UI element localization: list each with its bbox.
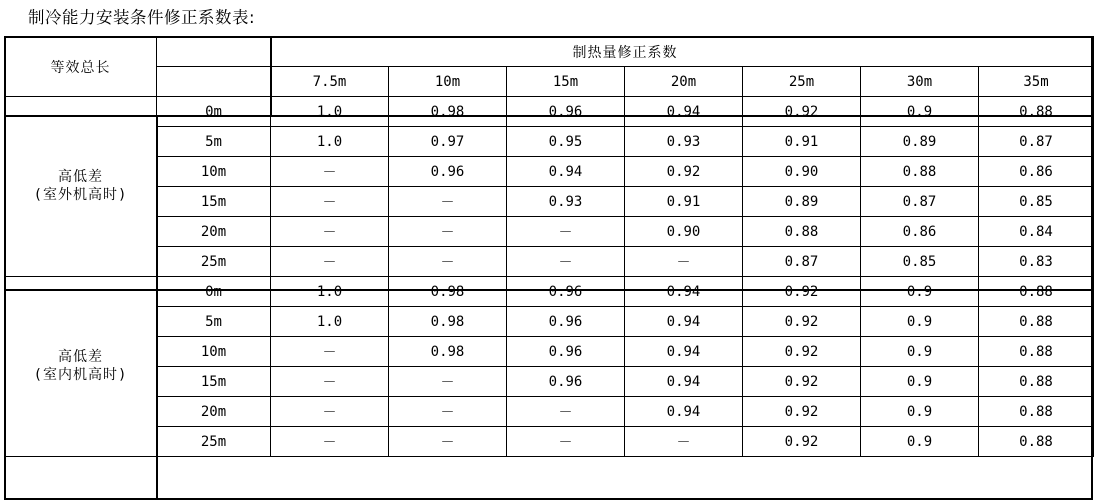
cell-value: 0.89	[861, 127, 979, 157]
row-header-10m: 10m	[157, 157, 271, 187]
cell-value: 0.92	[743, 277, 861, 307]
cell-value: 0.85	[979, 187, 1094, 217]
row-header-5m: 5m	[157, 127, 271, 157]
table-row	[5, 97, 1094, 127]
cell-value: －	[271, 217, 389, 247]
cell-value: 0.9	[861, 277, 979, 307]
cell-value: 0.96	[507, 367, 625, 397]
cell-value: －	[271, 157, 389, 187]
cell-value: 0.9	[861, 97, 979, 127]
cell-value: 0.92	[743, 97, 861, 127]
cell-value: 0.88	[979, 427, 1094, 457]
cell-value: 0.87	[743, 247, 861, 277]
cell-value: 0.98	[389, 277, 507, 307]
cell-value: －	[625, 427, 743, 457]
cell-value: －	[389, 217, 507, 247]
cell-value: －	[389, 427, 507, 457]
cell-value: 1.0	[271, 277, 389, 307]
row-header-10m: 10m	[157, 337, 271, 367]
cell-value: 0.9	[861, 307, 979, 337]
cell-value: 0.96	[507, 97, 625, 127]
row-header-15m: 15m	[157, 367, 271, 397]
header-equivalent-length: 等效总长	[5, 37, 157, 97]
table-row	[5, 277, 1094, 307]
cell-value: 0.88	[979, 397, 1094, 427]
cell-value: 0.9	[861, 397, 979, 427]
row-header-15m: 15m	[157, 187, 271, 217]
cell-value: 0.88	[743, 217, 861, 247]
cell-value: －	[507, 247, 625, 277]
cell-value: 0.94	[625, 307, 743, 337]
cell-value: 0.90	[743, 157, 861, 187]
header-length-15m: 15m	[507, 67, 625, 97]
section-label-line2: (室内机高时)	[33, 366, 128, 383]
table-row	[5, 427, 1094, 457]
cell-value: 0.88	[979, 337, 1094, 367]
cell-value: 0.95	[507, 127, 625, 157]
cell-value: 1.0	[271, 307, 389, 337]
table-section-separator	[4, 289, 1093, 291]
cell-value: －	[271, 187, 389, 217]
cell-value: 0.87	[861, 187, 979, 217]
row-header-25m: 25m	[157, 247, 271, 277]
header-length-30m: 30m	[861, 67, 979, 97]
cell-value: 0.9	[861, 367, 979, 397]
cell-value: 0.9	[861, 427, 979, 457]
cell-value: －	[271, 247, 389, 277]
cell-value: 0.92	[743, 337, 861, 367]
table-caption: 制冷能力安装条件修正系数表:	[28, 8, 256, 27]
cell-value: －	[271, 427, 389, 457]
cell-value: 1.0	[271, 127, 389, 157]
section-label-line1: 高低差	[58, 349, 103, 365]
cell-value: 0.87	[979, 127, 1094, 157]
table-header-row-group	[5, 37, 1094, 67]
table-row	[5, 217, 1094, 247]
cell-value: －	[389, 247, 507, 277]
cell-value: 0.92	[743, 367, 861, 397]
table-row	[5, 157, 1094, 187]
table-row-label-separator	[156, 115, 158, 500]
cell-value: 0.88	[861, 157, 979, 187]
cell-value: 0.96	[507, 277, 625, 307]
cell-value: 0.88	[979, 367, 1094, 397]
table-row	[5, 337, 1094, 367]
cell-value: 0.88	[979, 277, 1094, 307]
header-length-35m: 35m	[979, 67, 1094, 97]
header-length-20m: 20m	[625, 67, 743, 97]
cell-value: 0.88	[979, 97, 1094, 127]
cell-value: 0.86	[979, 157, 1094, 187]
cell-value: －	[271, 397, 389, 427]
cell-value: －	[507, 217, 625, 247]
cell-value: 0.98	[389, 337, 507, 367]
cell-value: 0.94	[625, 367, 743, 397]
table-row	[5, 127, 1094, 157]
cell-value: 0.96	[507, 307, 625, 337]
header-heating-correction-group: 制热量修正系数	[157, 37, 1094, 67]
cell-value: －	[389, 397, 507, 427]
table-row	[5, 397, 1094, 427]
row-header-20m: 20m	[157, 217, 271, 247]
row-header-20m: 20m	[157, 397, 271, 427]
table-row	[5, 367, 1094, 397]
header-length-blank	[157, 67, 271, 97]
table-header-col-separator	[270, 36, 272, 115]
cell-value: 0.92	[743, 307, 861, 337]
cell-value: 0.92	[743, 397, 861, 427]
cell-value: 0.83	[979, 247, 1094, 277]
cell-value: 0.97	[389, 127, 507, 157]
cell-value: 0.96	[507, 337, 625, 367]
cell-value: 0.91	[625, 187, 743, 217]
row-header-0m: 0m	[157, 277, 271, 307]
cell-value: 0.9	[861, 337, 979, 367]
section-label-indoor-higher	[5, 277, 157, 457]
cell-value: 0.94	[625, 277, 743, 307]
cell-value: 0.94	[507, 157, 625, 187]
table-row	[5, 247, 1094, 277]
cell-value: 0.93	[625, 127, 743, 157]
cell-value: 0.92	[625, 157, 743, 187]
cell-value: 0.92	[743, 427, 861, 457]
cell-value: －	[389, 367, 507, 397]
table-header-separator	[4, 115, 1093, 117]
cell-value: －	[625, 247, 743, 277]
cell-value: －	[507, 427, 625, 457]
table-row	[5, 307, 1094, 337]
cell-value: 0.89	[743, 187, 861, 217]
cell-value: 0.90	[625, 217, 743, 247]
row-header-25m: 25m	[157, 427, 271, 457]
cell-value: －	[271, 337, 389, 367]
cell-value: 0.98	[389, 97, 507, 127]
cell-value: 0.86	[861, 217, 979, 247]
table-header-row-lengths	[5, 67, 1094, 97]
row-header-5m: 5m	[157, 307, 271, 337]
cell-value: 0.93	[507, 187, 625, 217]
section-label-outdoor-higher	[5, 97, 157, 277]
cell-value: 0.98	[389, 307, 507, 337]
cell-value: 0.85	[861, 247, 979, 277]
cell-value: －	[271, 367, 389, 397]
cell-value: 1.0	[271, 97, 389, 127]
cell-value: 0.84	[979, 217, 1094, 247]
cell-value: 0.94	[625, 97, 743, 127]
cell-value: 0.91	[743, 127, 861, 157]
cell-value: 0.88	[979, 307, 1094, 337]
table-row	[5, 187, 1094, 217]
cell-value: 0.94	[625, 397, 743, 427]
section-label-line1: 高低差	[58, 169, 103, 185]
header-length-25m: 25m	[743, 67, 861, 97]
cell-value: 0.96	[389, 157, 507, 187]
header-length-10m: 10m	[389, 67, 507, 97]
cell-value: －	[507, 397, 625, 427]
cell-value: 0.94	[625, 337, 743, 367]
correction-coefficient-table	[4, 36, 1094, 457]
row-header-0m: 0m	[157, 97, 271, 127]
header-length-7_5m: 7.5m	[271, 67, 389, 97]
cell-value: －	[389, 187, 507, 217]
section-label-line2: (室外机高时)	[33, 186, 128, 203]
